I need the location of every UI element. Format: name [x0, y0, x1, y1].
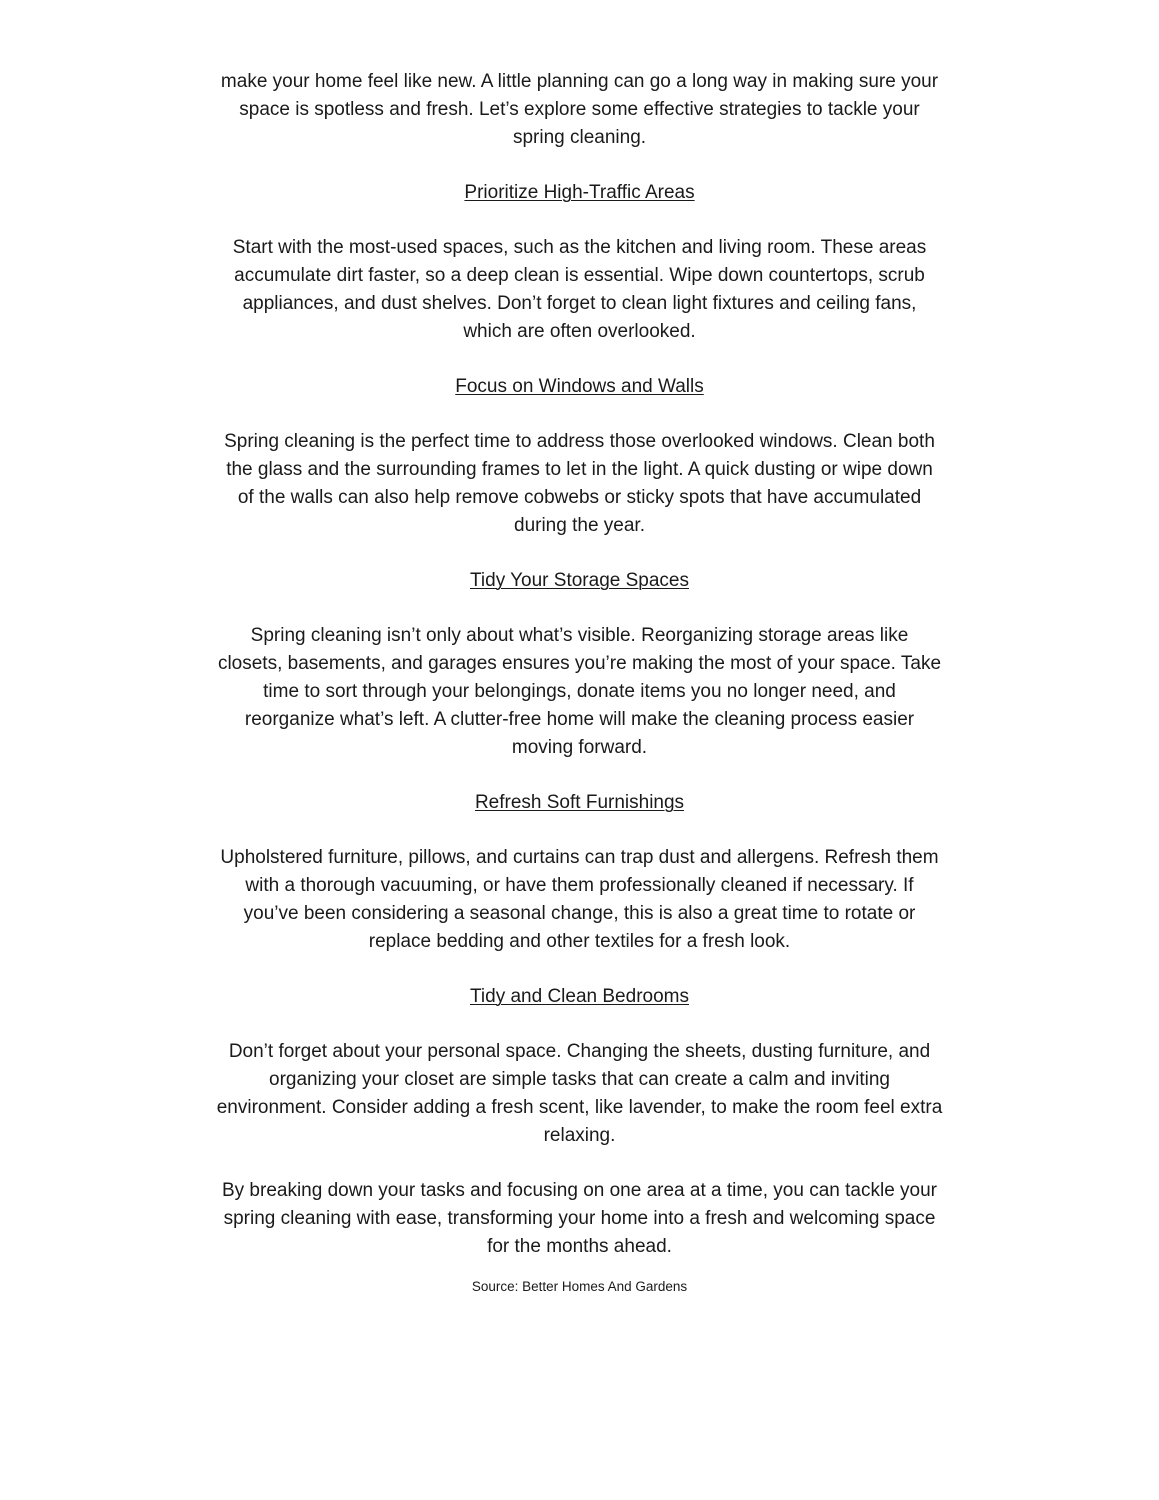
intro-paragraph: make your home feel like new. A little planning can go a long way in making sure your space is spotless and fresh. Let’s explore some effective strategies to tackle your spring cleaning.: [220, 71, 939, 148]
section-body-storage: Spring cleaning isn’t only about what’s visible. Reorganizing storage areas like closets, basements, and garages ensures you’re making the most of your space. Take time to sort through your belongings, donate items you no longer need, and reorganize what’s left. A clutter-free home will make the cleaning process easier moving forward.: [217, 625, 942, 758]
section-heading-high-traffic: Prioritize High-Traffic Areas: [464, 182, 695, 203]
section-heading-windows-walls: Focus on Windows and Walls: [455, 376, 704, 397]
section-body-bedrooms: Don’t forget about your personal space. Changing the sheets, dusting furniture, and organizing your closet are simple tasks that can create a calm and inviting environment. Consider adding a fresh scent, like lavender, to make the room feel extra relaxing.: [216, 1041, 943, 1146]
section-body-high-traffic: Start with the most-used spaces, such as the kitchen and living room. These areas accumulate dirt faster, so a deep clean is essential. Wipe down countertops, scrub appliances, and dust shelves. Don’t forget to clean light fixtures and ceiling fans, which are often overlooked.: [232, 237, 927, 342]
section-heading-storage: Tidy Your Storage Spaces: [470, 570, 689, 591]
section-heading-bedrooms: Tidy and Clean Bedrooms: [470, 986, 689, 1007]
section-body-soft-furnishings: Upholstered furniture, pillows, and curtains can trap dust and allergens. Refresh them with a thorough vacuuming, or have them professionally cleaned if necessary. If you’ve been considering a seasonal change, this is also a great time to rotate or replace bedding and other textiles for a fresh look.: [220, 847, 939, 952]
section-body-windows-walls: Spring cleaning is the perfect time to address those overlooked windows. Clean both the glass and the surrounding frames to let in the light. A quick dusting or wipe down of the walls can also help remove cobwebs or sticky spots that have accumulated during the year.: [224, 431, 935, 536]
source-credit: Source: Better Homes And Gardens: [471, 1279, 688, 1294]
article-body: [216, 68, 943, 1296]
conclusion-paragraph: By breaking down your tasks and focusing on one area at a time, you can tackle your spring cleaning with ease, transforming your home into a fresh and welcoming space for the months ahead.: [221, 1180, 938, 1257]
section-heading-soft-furnishings: Refresh Soft Furnishings: [474, 792, 685, 813]
